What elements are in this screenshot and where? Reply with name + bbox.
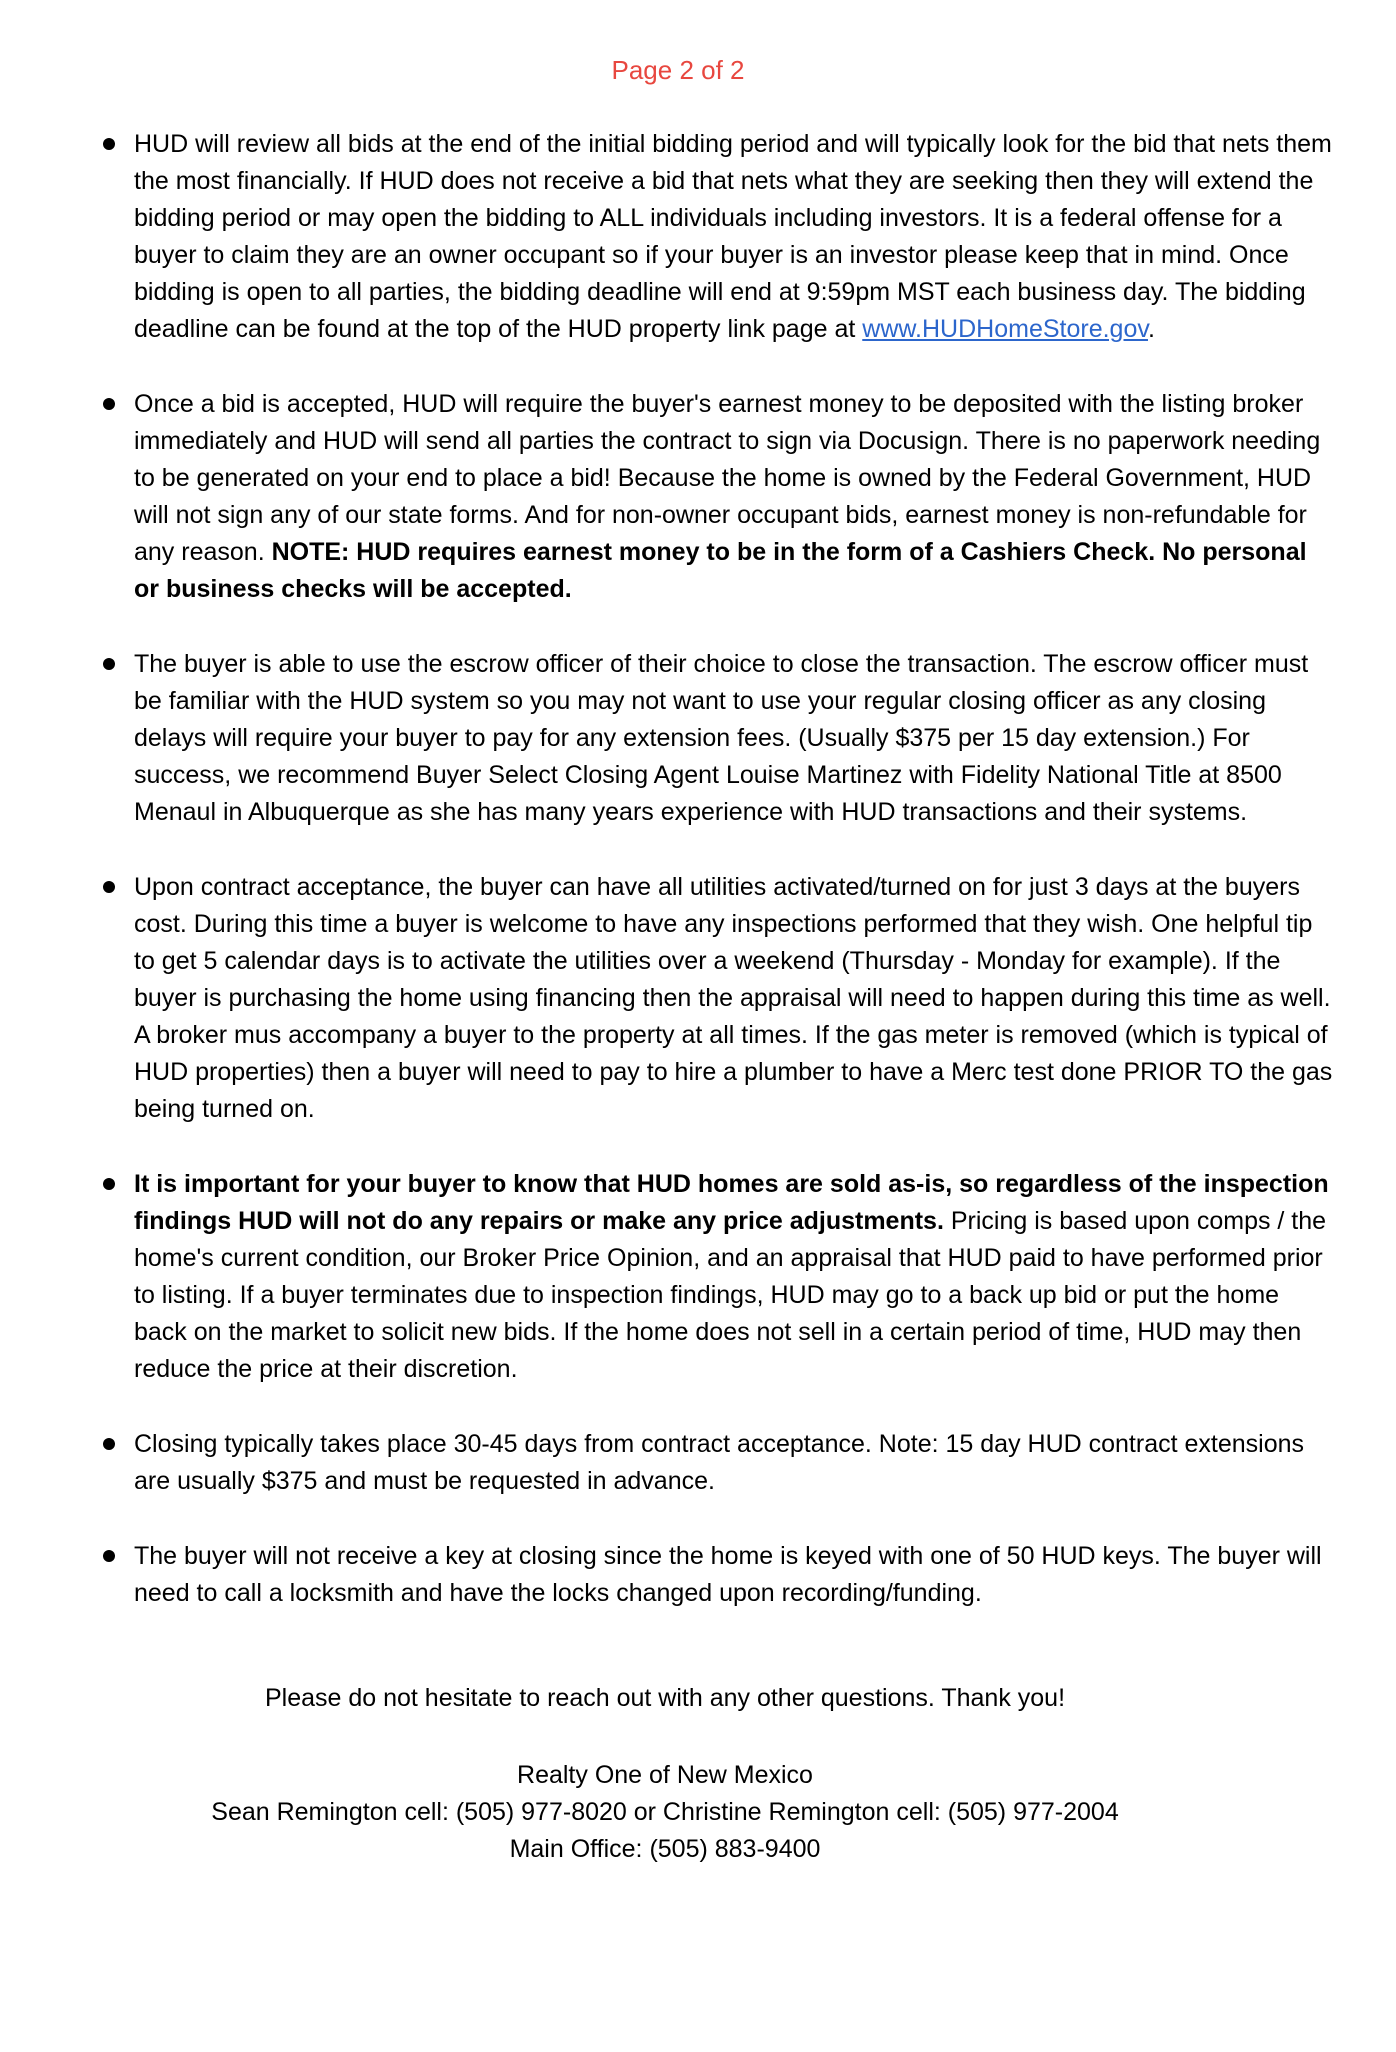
bullet-item-sold-as-is: It is important for your buyer to know that HUD homes are sold as-is, so regardless of the inspection findings HUD will not do any repairs or make any price adjustments. Pricing is based upon comps / the home's current condition, our Broker Price Opinion, and an appraisal that HUD paid to have performed prior to listing. If a buyer terminates due to inspection findings, HUD may go to a back up bid or put the home back on the market to solicit new bids. If the home does not sell in a certain period of time, HUD may then reduce the price at their discretion. [103,1166,1335,1388]
contact-block [0,1757,1330,1868]
main-office-phone: Main Office: (505) 883-9400 [509,1835,821,1863]
footer [0,1680,1330,1868]
hudhomestore-link[interactable]: www.HUDHomeStore.gov [862,315,1148,343]
closing-remark: Please do not hesitate to reach out with any other questions. Thank you! [264,1684,1066,1712]
bullet-item-bidding-review: HUD will review all bids at the end of the initial bidding period and will typically look for the bid that nets them the most financially. If HUD does not receive a bid that nets what they are seeking then they will extend the bidding period or may open the bidding to ALL individuals including investors. It is a federal offense for a buyer to claim they are an owner occupant so if your buyer is an investor please keep that in mind. Once bidding is open to all parties, the bidding deadline will end at 9:59pm MST each business day. The bidding deadline can be found at the top of the HUD property link page at www.HUDHomeStore.gov. [103,126,1335,348]
company-name: Realty One of New Mexico [517,1761,813,1789]
bullet-item-escrow-officer: The buyer is able to use the escrow officer of their choice to close the transaction. The escrow officer must be familiar with the HUD system so you may not want to use your regular closing officer as any closing delays will require your buyer to pay for any extension fees. (Usually $375 per 15 day extension.) For success, we recommend Buyer Select Closing Agent Louise Martinez with Fidelity National Title at 8500 Menaul in Albuquerque as she has many years experience with HUD transactions and their systems. [103,646,1335,831]
bullet-item-keys: The buyer will not receive a key at closing since the home is keyed with one of 50 HUD keys. The buyer will need to call a locksmith and have the locks changed upon recording/funding. [103,1538,1335,1612]
document-page [0,52,1396,1868]
bullet-list [103,126,1335,1612]
agent-contacts: Sean Remington cell: (505) 977-8020 or Christine Remington cell: (505) 977-2004 [211,1798,1119,1826]
page-title: Page 2 of 2 [611,55,745,85]
bullet-item-closing-timeline: Closing typically takes place 30-45 days from contract acceptance. Note: 15 day HUD contract extensions are usually $375 and must be requested in advance. [103,1426,1335,1500]
bullet-item-utilities: Upon contract acceptance, the buyer can have all utilities activated/turned on for just 3 days at the buyers cost. During this time a buyer is welcome to have any inspections performed that they wish. One helpful tip to get 5 calendar days is to activate the utilities over a weekend (Thursday - Monday for example). If the buyer is purchasing the home using financing then the appraisal will need to happen during this time as well. A broker mus accompany a buyer to the property at all times. If the gas meter is removed (which is typical of HUD properties) then a buyer will need to pay to hire a plumber to have a Merc test done PRIOR TO the gas being turned on. [103,869,1335,1128]
bullet-item-earnest-money: Once a bid is accepted, HUD will require the buyer's earnest money to be deposited with the listing broker immediately and HUD will send all parties the contract to sign via Docusign. There is no paperwork needing to be generated on your end to place a bid! Because the home is owned by the Federal Government, HUD will not sign any of our state forms. And for non-owner occupant bids, earnest money is non-refundable for any reason. NOTE: HUD requires earnest money to be in the form of a Cashiers Check. No personal or business checks will be accepted. [103,386,1335,608]
